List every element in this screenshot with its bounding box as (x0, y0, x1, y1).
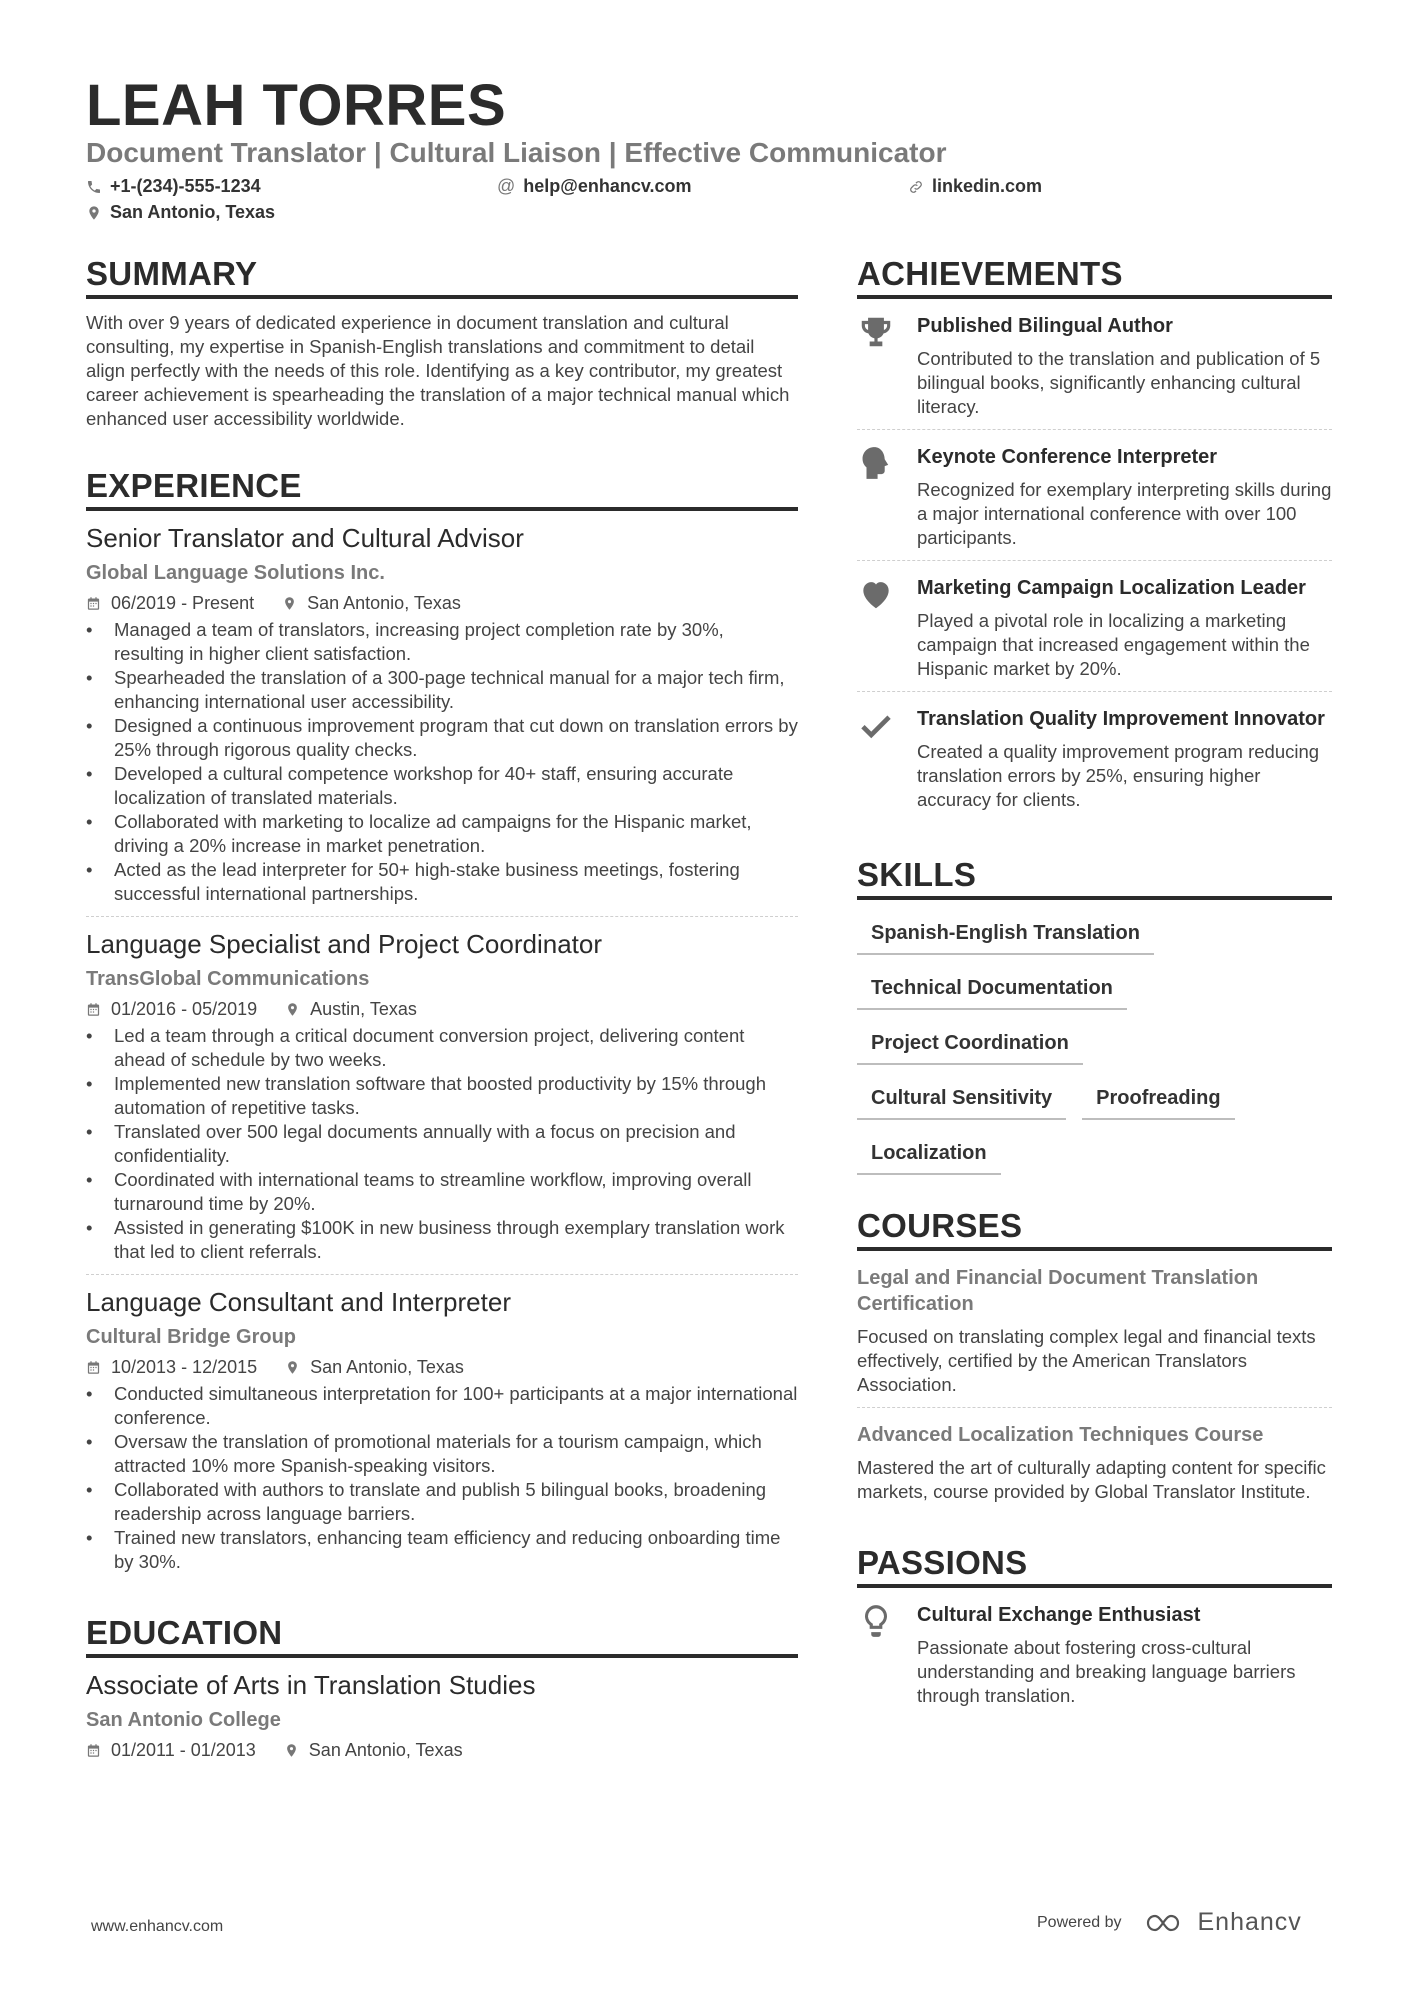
course-desc: Focused on translating complex legal and financial texts effectively, certified by the American Translators Association. (857, 1326, 1316, 1395)
course-item (857, 1422, 1332, 1504)
job-bullet: • Coordinated with international teams to streamline workflow, improving overall turnaround time by 20%. (86, 1168, 798, 1216)
job-bullet: • Conducted simultaneous interpretation for 100+ participants at a major international conference. (86, 1382, 798, 1430)
right-column (857, 255, 1332, 1718)
divider (86, 916, 798, 917)
achievement-title: Keynote Conference Interpreter (917, 446, 1218, 468)
job-role: Language Consultant and Interpreter (86, 1287, 511, 1317)
footer-website[interactable]: www.enhancv.com (91, 1918, 224, 1935)
job-location-text: Austin, Texas (310, 999, 417, 1019)
divider (86, 1274, 798, 1275)
summary-text: With over 9 years of dedicated experience in document translation and cultural consulting, my expertise in Spanish-English translations and commitment to detail align perfectly with the needs of this role. Identifying as a key contributor, my greatest career achievement is spearheading the translation of a major technical manual which enhanced user accessibility worldwide. (86, 312, 790, 429)
calendar-icon (86, 1002, 101, 1017)
summary-title: SUMMARY (86, 255, 798, 299)
location-pin-icon (86, 205, 102, 221)
contact-phone-text: +1-(234)-555-1234 (110, 176, 261, 196)
achievement-item (857, 561, 1332, 691)
job-dates: 06/2019 - Present (111, 593, 255, 613)
contact-phone[interactable] (86, 176, 261, 197)
phone-icon (86, 179, 102, 195)
courses-section (857, 1207, 1332, 1504)
job-meta (86, 593, 798, 614)
job-dates: 10/2013 - 12/2015 (111, 1357, 258, 1377)
job-location (282, 593, 461, 614)
course-title: Advanced Localization Techniques Course (857, 1424, 1264, 1446)
education-degree: Associate of Arts in Translation Studies (86, 1670, 536, 1700)
job-bullets (86, 618, 798, 906)
skill-tag: Project Coordination (857, 1024, 1083, 1065)
achievement-title: Marketing Campaign Localization Leader (917, 577, 1306, 599)
footer-branding (1037, 1908, 1302, 1937)
job-bullet: • Led a team through a critical document conversion project, delivering content ahead of schedule by two weeks. (86, 1024, 798, 1072)
job-bullet: • Spearheaded the translation of a 300-page technical manual for a major tech firm, enhancing international user accessibility. (86, 666, 798, 714)
job-bullet: • Translated over 500 legal documents annually with a focus on precision and confidentiality. (86, 1120, 798, 1168)
skill-tag: Spanish-English Translation (857, 914, 1154, 955)
link-icon (908, 179, 924, 195)
experience-entry (86, 929, 798, 1275)
location-pin-icon (284, 1743, 299, 1758)
job-bullet: • Trained new translators, enhancing team efficiency and reducing onboarding time by 30%. (86, 1526, 798, 1574)
job-meta (86, 999, 798, 1020)
contact-email[interactable] (497, 176, 692, 197)
skills-list (857, 914, 1332, 1175)
job-bullet: • Oversaw the translation of promotional materials for a tourism campaign, which attracted 10% more Spanish-speaking visitors. (86, 1430, 798, 1478)
job-bullet: • Acted as the lead interpreter for 50+ high-stake business meetings, fostering successful international partnerships. (86, 858, 798, 906)
divider (857, 1407, 1332, 1408)
skill-tag: Cultural Sensitivity (857, 1079, 1066, 1120)
lightbulb-icon (857, 1602, 895, 1640)
calendar-icon (86, 1743, 101, 1758)
powered-by-text: Powered by (1037, 1913, 1122, 1931)
passion-title: Cultural Exchange Enthusiast (917, 1604, 1201, 1626)
achievement-desc: Played a pivotal role in localizing a marketing campaign that increased engagement within the Hispanic market by 20%. (917, 610, 1310, 679)
contact-location (86, 202, 275, 223)
job-company: Global Language Solutions Inc. (86, 562, 385, 584)
job-location (285, 999, 417, 1020)
achievements-section (857, 255, 1332, 822)
location-pin-icon (282, 596, 297, 611)
passion-desc: Passionate about fostering cross-cultural understanding and breaking language barriers through translation. (917, 1637, 1296, 1706)
brand-logo[interactable] (1144, 1908, 1302, 1937)
experience-entry (86, 523, 798, 917)
achievement-desc: Contributed to the translation and publication of 5 bilingual books, significantly enhancing cultural literacy. (917, 348, 1321, 417)
job-bullet: • Managed a team of translators, increasing project completion rate by 30%, resulting in higher client satisfaction. (86, 618, 798, 666)
calendar-icon (86, 596, 101, 611)
head-icon (857, 444, 895, 482)
job-bullet: • Developed a cultural competence workshop for 40+ staff, ensuring accurate localization of translated materials. (86, 762, 798, 810)
courses-title: COURSES (857, 1207, 1332, 1251)
job-bullet: • Designed a continuous improvement program that cut down on translation errors by 25% through rigorous quality checks. (86, 714, 798, 762)
skill-tag: Proofreading (1082, 1079, 1234, 1120)
location-pin-icon (285, 1360, 300, 1375)
education-section (86, 1614, 798, 1761)
job-role: Senior Translator and Cultural Advisor (86, 523, 524, 553)
education-title: EDUCATION (86, 1614, 798, 1658)
at-icon: @ (497, 176, 516, 196)
passions-section (857, 1544, 1332, 1718)
course-item (857, 1265, 1332, 1408)
brand-name: Enhancv (1197, 1908, 1302, 1936)
contact-email-text: help@enhancv.com (523, 176, 692, 196)
candidate-name: LEAH TORRES (86, 73, 507, 138)
skills-title: SKILLS (857, 856, 1332, 900)
job-location-text: San Antonio, Texas (310, 1357, 464, 1377)
achievement-title: Published Bilingual Author (917, 315, 1173, 337)
education-school: San Antonio College (86, 1709, 281, 1731)
job-company: TransGlobal Communications (86, 968, 370, 990)
job-bullet: • Collaborated with marketing to localize ad campaigns for the Hispanic market, driving a 20% increase in market penetration. (86, 810, 798, 858)
experience-section (86, 467, 798, 1574)
achievements-title: ACHIEVEMENTS (857, 255, 1332, 299)
achievement-title: Translation Quality Improvement Innovator (917, 708, 1325, 730)
heart-icon (857, 575, 895, 613)
achievement-item (857, 692, 1332, 822)
achievement-desc: Created a quality improvement program reducing translation errors by 25%, ensuring higher accuracy for clients. (917, 741, 1320, 810)
job-bullet: • Collaborated with authors to translate and publish 5 bilingual books, broadening readership across language barriers. (86, 1478, 798, 1526)
location-pin-icon (285, 1002, 300, 1017)
job-company: Cultural Bridge Group (86, 1326, 296, 1348)
passions-title: PASSIONS (857, 1544, 1332, 1588)
check-icon (857, 706, 895, 744)
education-dates: 01/2011 - 01/2013 (111, 1740, 256, 1760)
achievement-item (857, 299, 1332, 429)
left-column (86, 255, 798, 1761)
skill-tag: Localization (857, 1134, 1001, 1175)
job-location-text: San Antonio, Texas (307, 593, 461, 613)
calendar-icon (86, 1360, 101, 1375)
contact-website[interactable] (908, 176, 1042, 197)
course-title: Legal and Financial Document Translation Certification (857, 1267, 1259, 1315)
experience-entry (86, 1287, 798, 1574)
enhancv-logo-icon (1144, 1911, 1188, 1935)
job-location (285, 1357, 464, 1378)
job-meta (86, 1357, 798, 1378)
education-location-text: San Antonio, Texas (308, 1740, 463, 1760)
skill-tag: Technical Documentation (857, 969, 1127, 1010)
job-dates: 01/2016 - 05/2019 (111, 999, 258, 1019)
candidate-subtitle: Document Translator | Cultural Liaison | Effective Communicator (86, 137, 947, 168)
job-role: Language Specialist and Project Coordinator (86, 929, 603, 959)
job-bullet: • Implemented new translation software that boosted productivity by 15% through automation of repetitive tasks. (86, 1072, 798, 1120)
course-desc: Mastered the art of culturally adapting content for specific markets, course provided by Global Translator Institute. (857, 1457, 1326, 1502)
trophy-icon (857, 313, 895, 351)
achievement-desc: Recognized for exemplary interpreting skills during a major international conference with over 100 participants. (917, 479, 1332, 548)
education-location (284, 1740, 463, 1761)
job-bullets (86, 1382, 798, 1574)
education-meta (86, 1740, 798, 1761)
achievement-item (857, 430, 1332, 560)
summary-section (86, 255, 798, 431)
job-bullets (86, 1024, 798, 1264)
skills-section (857, 856, 1332, 1175)
contact-website-text: linkedin.com (932, 176, 1043, 196)
passion-item (857, 1588, 1332, 1718)
contact-location-text: San Antonio, Texas (110, 202, 276, 222)
job-bullet: • Assisted in generating $100K in new business through exemplary translation work that led to client referrals. (86, 1216, 798, 1264)
experience-title: EXPERIENCE (86, 467, 798, 511)
